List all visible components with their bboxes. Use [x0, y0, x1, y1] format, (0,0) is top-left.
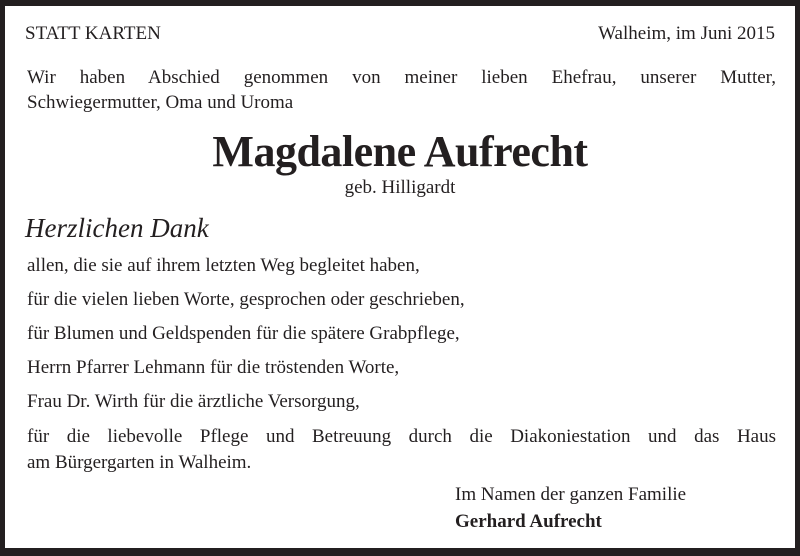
thanks-line: am Bürgergarten in Walheim. [27, 452, 252, 473]
thanks-line: Herrn Pfarrer Lehmann für die tröstenden Worte, [27, 357, 400, 378]
obituary-card [5, 6, 795, 548]
signature-name: Gerhard Aufrecht [455, 511, 602, 532]
thanks-line: allen, die sie auf ihrem letzten Weg begleitet haben, [27, 255, 420, 276]
header-date: Walheim, im Juni 2015 [598, 23, 775, 44]
thanks-heading: Herzlichen Dank [25, 213, 209, 243]
thanks-line: für Blumen und Geldspenden für die spätere Grabpflege, [27, 323, 460, 344]
intro-line-2: Schwiegermutter, Oma und Uroma [27, 92, 294, 113]
thanks-line: für die liebevolle Pflege und Betreuung durch die Diakoniestation und das Haus [27, 426, 776, 447]
thanks-line: Frau Dr. Wirth für die ärztliche Versorgung, [27, 391, 360, 412]
deceased-name: Magdalene Aufrecht [212, 127, 588, 176]
thanks-line: für die vielen lieben Worte, gesprochen oder geschrieben, [27, 289, 465, 310]
birth-name: geb. Hilligardt [344, 177, 456, 198]
intro-line-1: Wir haben Abschied genommen von meiner lieben Ehefrau, unserer Mutter, [27, 67, 776, 88]
header-left: STATT KARTEN [25, 23, 161, 44]
signature-line: Im Namen der ganzen Familie [455, 484, 687, 505]
